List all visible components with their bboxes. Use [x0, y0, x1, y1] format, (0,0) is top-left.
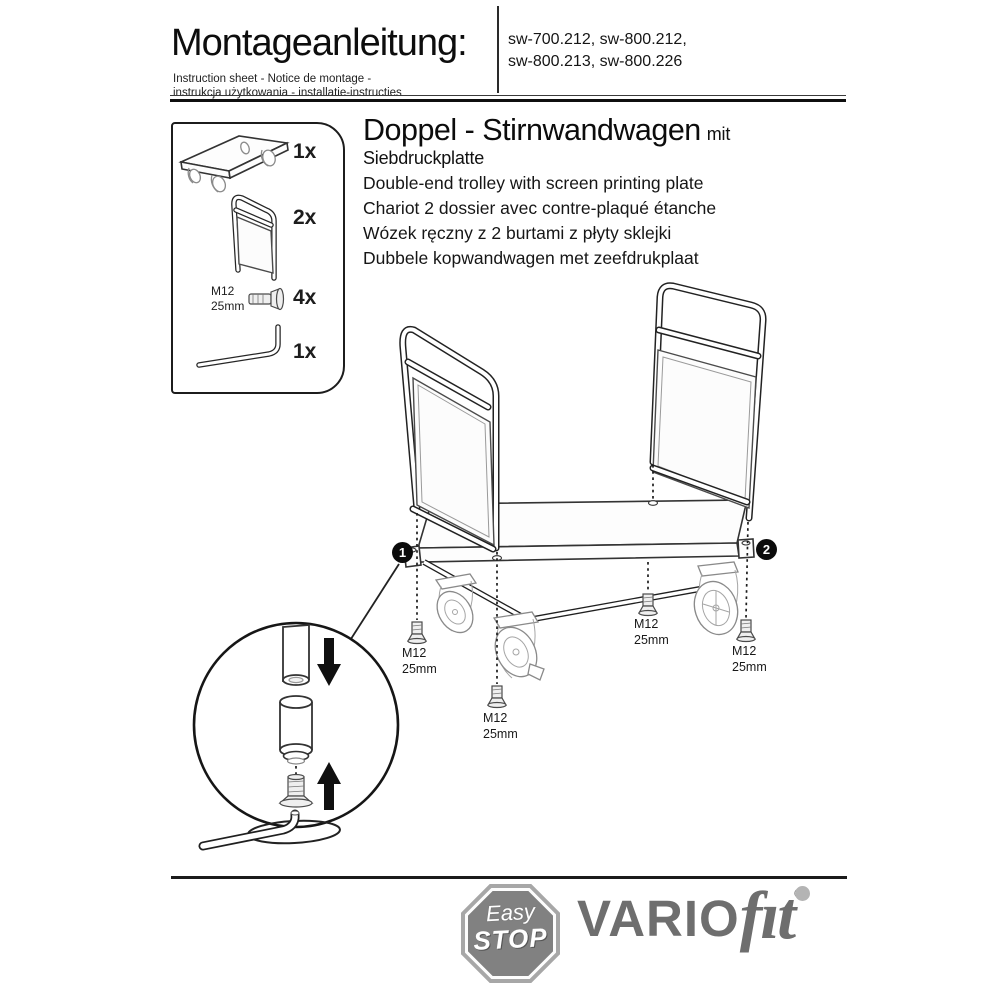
variofit-logo [577, 877, 805, 954]
logo-vario-text: VARIO [577, 890, 740, 947]
qty-screw: 4x [293, 286, 317, 309]
left-end-wall [403, 329, 496, 549]
screw-label-a-line1: M12 [402, 646, 427, 660]
screw-d-icon [737, 620, 755, 642]
screw-label-d-line2: 25mm [732, 659, 767, 674]
screw-label-c-line1: M12 [634, 617, 659, 631]
sheet-title: Montageanleitung: [171, 22, 467, 64]
assembly-detail-circle [194, 623, 398, 846]
screw-label-a-line2: 25mm [402, 661, 437, 676]
deck-socket-hole [649, 501, 658, 506]
screw-label-b-line1: M12 [483, 711, 508, 725]
screw-label-b-line2: 25mm [483, 726, 518, 741]
subtitle-line-2: instrukcja użytkowania - installatie-instructies [173, 87, 402, 99]
corner-block-right [738, 539, 754, 558]
title-translation-fr: Chariot 2 dossier avec contre-plaqué étanche [363, 198, 717, 218]
screw-label-c-line2: 25mm [634, 632, 669, 647]
title-translation-nl: Dubbele kopwandwagen met zeefdrukplaat [363, 248, 699, 268]
right-end-wall [653, 286, 763, 518]
qty-allen-key: 1x [293, 340, 317, 363]
callout-2: 2 [756, 539, 777, 560]
caster-front-left [487, 612, 545, 684]
product-title-suffix: mit Siebdruckplatte [363, 124, 731, 168]
product-title-main: Doppel - Stirnwandwagen [363, 113, 701, 147]
title-translation-pl: Wózek ręczny z 2 burtami z płyty sklejki [363, 223, 672, 243]
screw-label-c [634, 617, 669, 648]
easy-stop-badge [461, 884, 560, 983]
screw-a-icon [408, 622, 426, 644]
qty-end-wall: 2x [293, 206, 317, 229]
easy-stop-line2: STOP [472, 922, 549, 956]
product-codes-line-1: sw-700.212, sw-800.212, [508, 31, 687, 48]
screw-b-icon [488, 686, 506, 708]
leader-line [349, 564, 399, 642]
title-translation-en: Double-end trolley with screen printing plate [363, 173, 704, 193]
screw-size-line1: M12 [211, 284, 235, 298]
screw-size-line2: 25mm [211, 299, 245, 313]
post-tube [283, 625, 309, 685]
qty-trolley-base: 1x [293, 140, 317, 163]
screw-label-d [732, 644, 767, 675]
caster-right [688, 562, 745, 640]
screw-label-a [402, 646, 437, 677]
callout-1: 1 [392, 542, 413, 563]
caster-back-left [430, 574, 480, 639]
subtitle-line-1: Instruction sheet - Notice de montage - [173, 73, 372, 85]
logo-fit-text: fıt [739, 877, 795, 953]
screw-label-b [483, 711, 518, 742]
product-codes-line-2: sw-800.213, sw-800.226 [508, 53, 683, 70]
logo-i-dot [795, 886, 810, 901]
screw-label-d-line1: M12 [732, 644, 757, 658]
easy-stop-line1: Easy [485, 898, 536, 927]
